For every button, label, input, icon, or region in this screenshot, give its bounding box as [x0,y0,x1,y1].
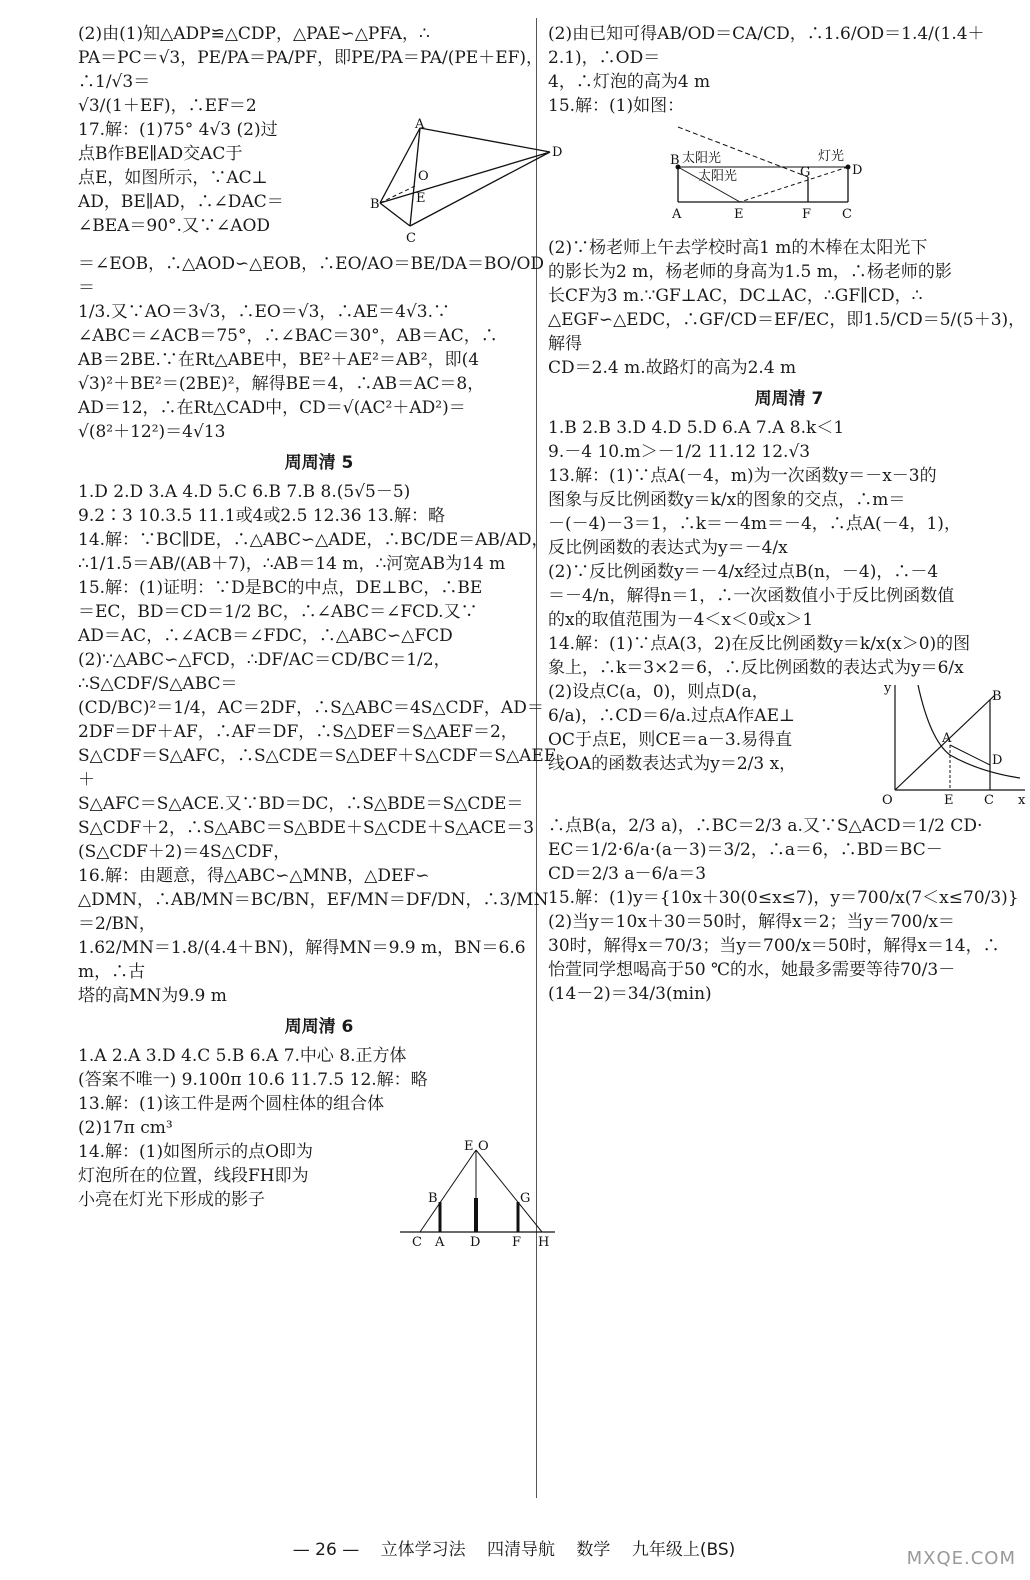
q15-line: 的影长为2 m，杨老师的身高为1.5 m，∴杨老师的影 [548,262,952,282]
figure-q14-lamp [400,1140,560,1250]
s5-line: 1.62/MN＝1.8/(4.4＋BN)，解得MN＝9.9 m，BN＝6.6 m，∴古 [78,938,526,982]
text-line: √3/(1＋EF)，∴EF＝2 [78,96,257,116]
s5-line: (CD/BC)²＝1/4，AC＝2DF，∴S△ABC＝4S△CDF，AD＝ [78,698,544,718]
q14c-line: EC＝1/2·6/a·(a－3)＝3/2，∴a＝6，∴BD＝BC－ [548,840,943,860]
q15-line: CD＝2.4 m.故路灯的高为2.4 m [548,358,797,378]
q17-line: ＝∠EOB，∴△AOD∽△EOB，∴EO/AO＝BE/DA＝BO/OD＝ [78,254,545,298]
fig-label: D [470,1235,481,1250]
figure-q15-shadow [668,122,968,232]
fig-label: B [670,153,680,168]
s5-line: 9.2∶3 10.3.5 11.1或4或2.5 12.36 13.解：略 [78,506,445,526]
s5-line: 15.解：(1)证明：∵D是BC的中点，DE⊥BC，∴BE [78,578,483,598]
fig-label: 太阳光 [698,169,738,184]
fig-label: A [942,731,952,746]
q17-line: 点B作BE∥AD交AC于 [78,144,243,164]
s5-line: 16.解：由题意，得△ABC∽△MNB，△DEF∽ [78,866,430,886]
page-footer [0,1535,1028,1560]
q15-line: 长CF为3 m.∵GF⊥AC，DC⊥AC，∴GF∥CD，∴ [548,286,923,306]
s5-line: AD＝AC，∴∠ACB＝∠FDC，∴△ABC∽△FCD [78,626,453,646]
s7-line: 14.解：(1)∵点A(3，2)在反比例函数y＝k/x(x＞0)的图 [548,634,971,654]
fig-label: O [418,169,429,184]
fig-label: G [520,1191,531,1206]
fig-label: D [852,163,863,178]
fig-label: A [415,117,425,132]
fig-label: F [512,1235,522,1250]
fig-label: D [552,145,563,160]
fig-label: E [944,793,954,808]
q17-line: 17.解：(1)75° 4√3 (2)过 [78,120,278,140]
footer-series: 四清导航 [487,1540,556,1560]
s5-line: S△CDF＝S△AFC，∴S△CDE＝S△DEF＋S△CDF＝S△AEF＋ [78,746,556,790]
text-line: PA＝PC＝√3，PE/PA＝PA/PF，即PE/PA＝PA/(PE＋EF)，∴1/√3＝ [78,48,544,92]
fig-label: O [882,793,893,808]
q14c-line: 怡萱同学想喝高于50 ℃的水，她最多需要等待70/3－ [548,960,956,980]
s5-line: 2DF＝DF＋AF，∴AF＝DF，∴S△DEF＝S△AEF＝2， [78,722,518,742]
text-line: (2)由(1)知△ADP≌△CDP，△PAE∽△PFA，∴ [78,24,430,44]
s7-line: 的x的取值范围为－4＜x＜0或x＞1 [548,610,814,630]
s6-line: 13.解：(1)该工件是两个圆柱体的组合体 [78,1094,385,1114]
s5-line: S△AFC＝S△ACE.又∵BD＝DC，∴S△BDE＝S△CDE＝ [78,794,524,814]
text-line: (2)由已知可得AB/OD＝CA/CD，∴1.6/OD＝1.4/(1.4＋2.1)，∴OD＝ [548,24,985,68]
section-title: 周周清 5 [284,453,354,473]
figure-q17 [370,117,563,248]
q17-line: AD，BE∥AD，∴∠DAC＝ [78,192,284,212]
q17-line: ∠ABC＝∠ACB＝75°，∴∠BAC＝30°，AB＝AC，∴ [78,326,498,346]
s5-line: (S△CDF＋2)＝4S△CDF， [78,842,291,862]
fig-label: B [370,197,380,212]
fig-label: C [412,1235,422,1250]
q17-line: AB＝2BE.∵在Rt△ABE中，BE²＋AE²＝AB²，即(4 [78,350,480,370]
s7-line: (2)∵反比例函数y＝－4/x经过点B(n，－4)，∴－4 [548,562,939,582]
s5-line: (2)∵△ABC∽△FCD，∴DF/AC＝CD/BC＝1/2，∴S△CDF/S△ABC＝ [78,650,451,694]
s5-line: 塔的高MN为9.9 m [78,986,227,1006]
q14-line: 灯泡所在的位置，线段FH即为 [78,1166,309,1186]
fig-label: G [800,165,811,180]
watermark: MXQE.COM [906,1548,1016,1569]
fig-label: O [478,1139,489,1154]
s5-line: S△CDF＋2，∴S△ABC＝S△BDE＋S△CDE＋S△ACE＝3 [78,818,535,838]
s6-line: (答案不唯一) 9.100π 10.6 11.7.5 12.解：略 [78,1070,428,1090]
page-number: — 26 — [292,1540,360,1560]
q15-line: △EGF∽△EDC，∴GF/CD＝EF/EC，即1.5/CD＝5/(5＋3)，解得 [548,310,1026,354]
fig-label: E [734,207,744,222]
s7-line: ＝－4/n，解得n＝1，∴一次函数值小于反比例函数值 [548,586,955,606]
fig-label: A [672,207,682,222]
fig-label: 太阳光 [682,151,722,166]
s7-line: 图象与反比例函数y＝k/x的图象的交点，∴m＝ [548,490,906,510]
q14c-line: CD＝2/3 a－6/a＝3 [548,864,707,884]
fig-label: 灯光 [818,149,845,164]
text-line: 15.解：(1)如图： [548,96,685,116]
q14b-line: 线OA的函数表达式为y＝2/3 x， [548,754,797,774]
figure-q14-graph [880,680,1030,810]
q14c-line: (14－2)＝34/3(min) [548,984,712,1004]
fig-label: C [842,207,852,222]
q14b-line: OC于点E，则CE＝a－3.易得直 [548,730,793,750]
fig-label: y [884,681,892,696]
q14b-line: (2)设点C(a，0)，则点D(a， [548,682,769,702]
q14-line: 14.解：(1)如图所示的点O即为 [78,1142,314,1162]
q17-line: 1/3.又∵AO＝3√3，∴EO＝√3，∴AE＝4√3.∵ [78,302,450,322]
footer-book: 立体学习法 [380,1540,466,1560]
s7-line: 象上，∴k＝3×2＝6，∴反比例函数的表达式为y＝6/x [548,658,964,678]
s7-line: 9.－4 10.m＞－1/2 11.12 12.√3 [548,442,811,462]
fig-label: E [464,1139,474,1154]
s7-line: 1.B 2.B 3.D 4.D 5.D 6.A 7.A 8.k＜1 [548,418,845,438]
s7-line: 反比例函数的表达式为y＝－4/x [548,538,788,558]
s7-line: 13.解：(1)∵点A(－4，m)为一次函数y＝－x－3的 [548,466,937,486]
q14b-line: 6/a)，∴CD＝6/a.过点A作AE⊥ [548,706,795,726]
left-column [78,22,563,1254]
s5-line: ∴1/1.5＝AB/(AB＋7)，∴AB＝14 m，∴河宽AB为14 m [78,554,506,574]
footer-grade: 九年级上(BS) [631,1540,736,1560]
s5-line: △DMN，∴AB/MN＝BC/BN，EF/MN＝DF/DN，∴3/MN＝2/BN， [78,890,549,934]
text-line: 4，∴灯泡的高为4 m [548,72,711,92]
fig-label: B [428,1191,438,1206]
fig-label: B [992,689,1002,704]
s7-line: －(－4)－3＝1，∴k＝－4m＝－4，∴点A(－4，1)， [548,514,961,534]
s5-line: 1.D 2.D 3.A 4.D 5.C 6.B 7.B 8.(5√5－5) [78,482,411,502]
right-column [548,22,1030,1006]
fig-label: A [435,1235,445,1250]
s5-line: ＝EC，BD＝CD＝1/2 BC，∴∠ABC＝∠FCD.又∵ [78,602,478,622]
footer-subject: 数学 [576,1540,611,1560]
q17-line: √(8²＋12²)＝4√13 [78,422,226,442]
q15-line: (2)∵杨老师上午去学校时高1 m的木棒在太阳光下 [548,238,928,258]
fig-label: x [1018,793,1026,808]
q17-line: ∠BEA＝90°.又∵∠AOD [78,216,271,236]
q17-line: AD＝12，∴在Rt△CAD中，CD＝√(AC²＋AD²)＝ [78,398,466,418]
fig-label: H [538,1235,550,1250]
q14-line: 小亮在灯光下形成的影子 [78,1190,265,1210]
s6-line: 1.A 2.A 3.D 4.C 5.B 6.A 7.中心 8.正方体 [78,1046,407,1066]
fig-label: F [802,207,812,222]
fig-label: D [992,753,1003,768]
q14c-line: 30时，解得x＝70/3；当y＝700/x＝50时，解得x＝14，∴ [548,936,1000,956]
section-title: 周周清 7 [754,389,824,409]
s6-line: (2)17π cm³ [78,1118,173,1138]
q14c-line: 15.解：(1)y＝{10x＋30(0≤x≤7)，y＝700/x(7＜x≤70/3)} [548,888,1019,908]
q17-line: 点E，如图所示，∵AC⊥ [78,168,268,188]
fig-label: C [984,793,994,808]
section-title: 周周清 6 [284,1017,354,1037]
q17-line: √3)²＋BE²＝(2BE)²，解得BE＝4，∴AB＝AC＝8， [78,374,485,394]
q14c-line: ∴点B(a，2/3 a)，∴BC＝2/3 a.又∵S△ACD＝1/2 CD· [548,816,983,836]
q14c-line: (2)当y＝10x＋30＝50时，解得x＝2；当y＝700/x＝ [548,912,955,932]
fig-label: C [406,231,416,246]
fig-label: E [416,191,426,206]
s5-line: 14.解：∵BC∥DE，∴△ABC∽△ADE，∴BC/DE＝AB/AD， [78,530,549,550]
